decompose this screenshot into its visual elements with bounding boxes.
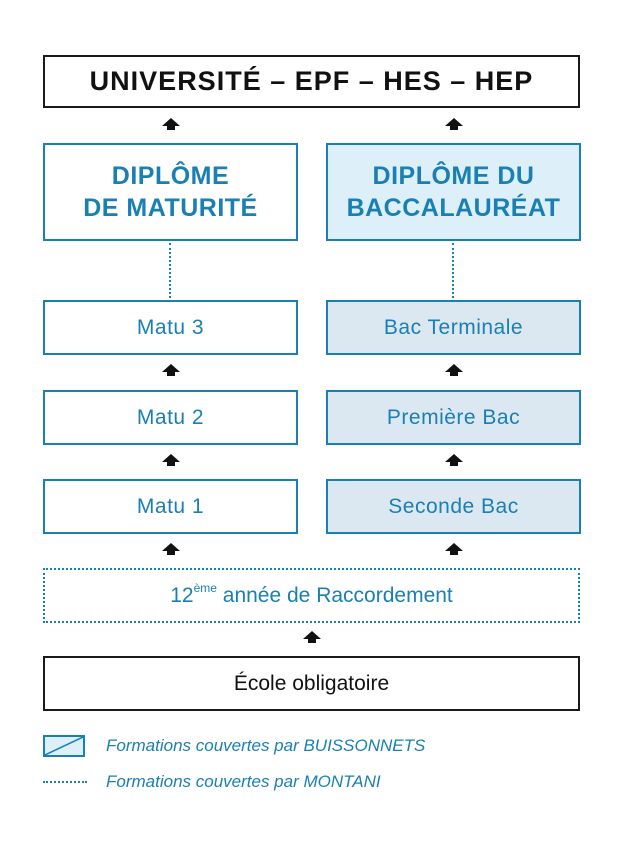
bac-terminale-label: Bac Terminale: [383, 315, 524, 339]
premiere-bac-box: [326, 390, 581, 445]
raccordement-label: [170, 583, 453, 608]
raccordement-box: [43, 568, 580, 623]
seconde-bac-box: [326, 479, 581, 534]
arrow-up-icon: [162, 543, 180, 551]
matu-2-label: Matu 2: [136, 405, 205, 429]
diplome-bac-line1: DIPLÔME DU: [372, 162, 535, 190]
arrow-up-icon: [445, 364, 463, 372]
matu-3-label: Matu 3: [136, 315, 205, 339]
matu-1-label: Matu 1: [136, 494, 205, 518]
arrow-up-icon: [445, 543, 463, 551]
dotted-line-icon: [43, 781, 87, 783]
raccordement-suffix: année de Raccordement: [216, 584, 453, 607]
legend-montani-label: Formations couvertes par MONTANI: [106, 772, 381, 791]
arrow-up-icon: [303, 631, 321, 639]
raccordement-superscript: ème: [193, 581, 217, 595]
legend-montani: [43, 772, 381, 792]
bac-terminale-box: [326, 300, 581, 355]
shaded-swatch-icon: [43, 735, 85, 757]
legend-buissonnets-label: Formations couvertes par BUISSONNETS: [106, 736, 426, 755]
matu-1-box: [43, 479, 298, 534]
diplome-maturite-line1: DIPLÔME: [111, 162, 230, 190]
dotted-connector: [452, 243, 454, 298]
university-box: [43, 55, 580, 108]
university-label: UNIVERSITÉ – EPF – HES – HEP: [89, 66, 534, 96]
dotted-connector: [169, 243, 171, 298]
diplome-bac-box: [326, 143, 581, 241]
raccordement-prefix: 12: [170, 584, 194, 607]
ecole-obligatoire-label: École obligatoire: [233, 671, 390, 695]
arrow-up-icon: [162, 454, 180, 462]
diplome-bac-line2: BACCALAURÉAT: [346, 194, 561, 222]
diplome-maturite-box: [43, 143, 298, 241]
matu-2-box: [43, 390, 298, 445]
arrow-up-icon: [445, 454, 463, 462]
legend-buissonnets: [43, 735, 425, 757]
matu-3-box: [43, 300, 298, 355]
premiere-bac-label: Première Bac: [386, 405, 521, 429]
ecole-obligatoire-box: [43, 656, 580, 711]
diplome-maturite-line2: DE MATURITÉ: [83, 194, 258, 222]
arrow-up-icon: [445, 118, 463, 126]
arrow-up-icon: [162, 118, 180, 126]
arrow-up-icon: [162, 364, 180, 372]
seconde-bac-label: Seconde Bac: [388, 494, 519, 518]
